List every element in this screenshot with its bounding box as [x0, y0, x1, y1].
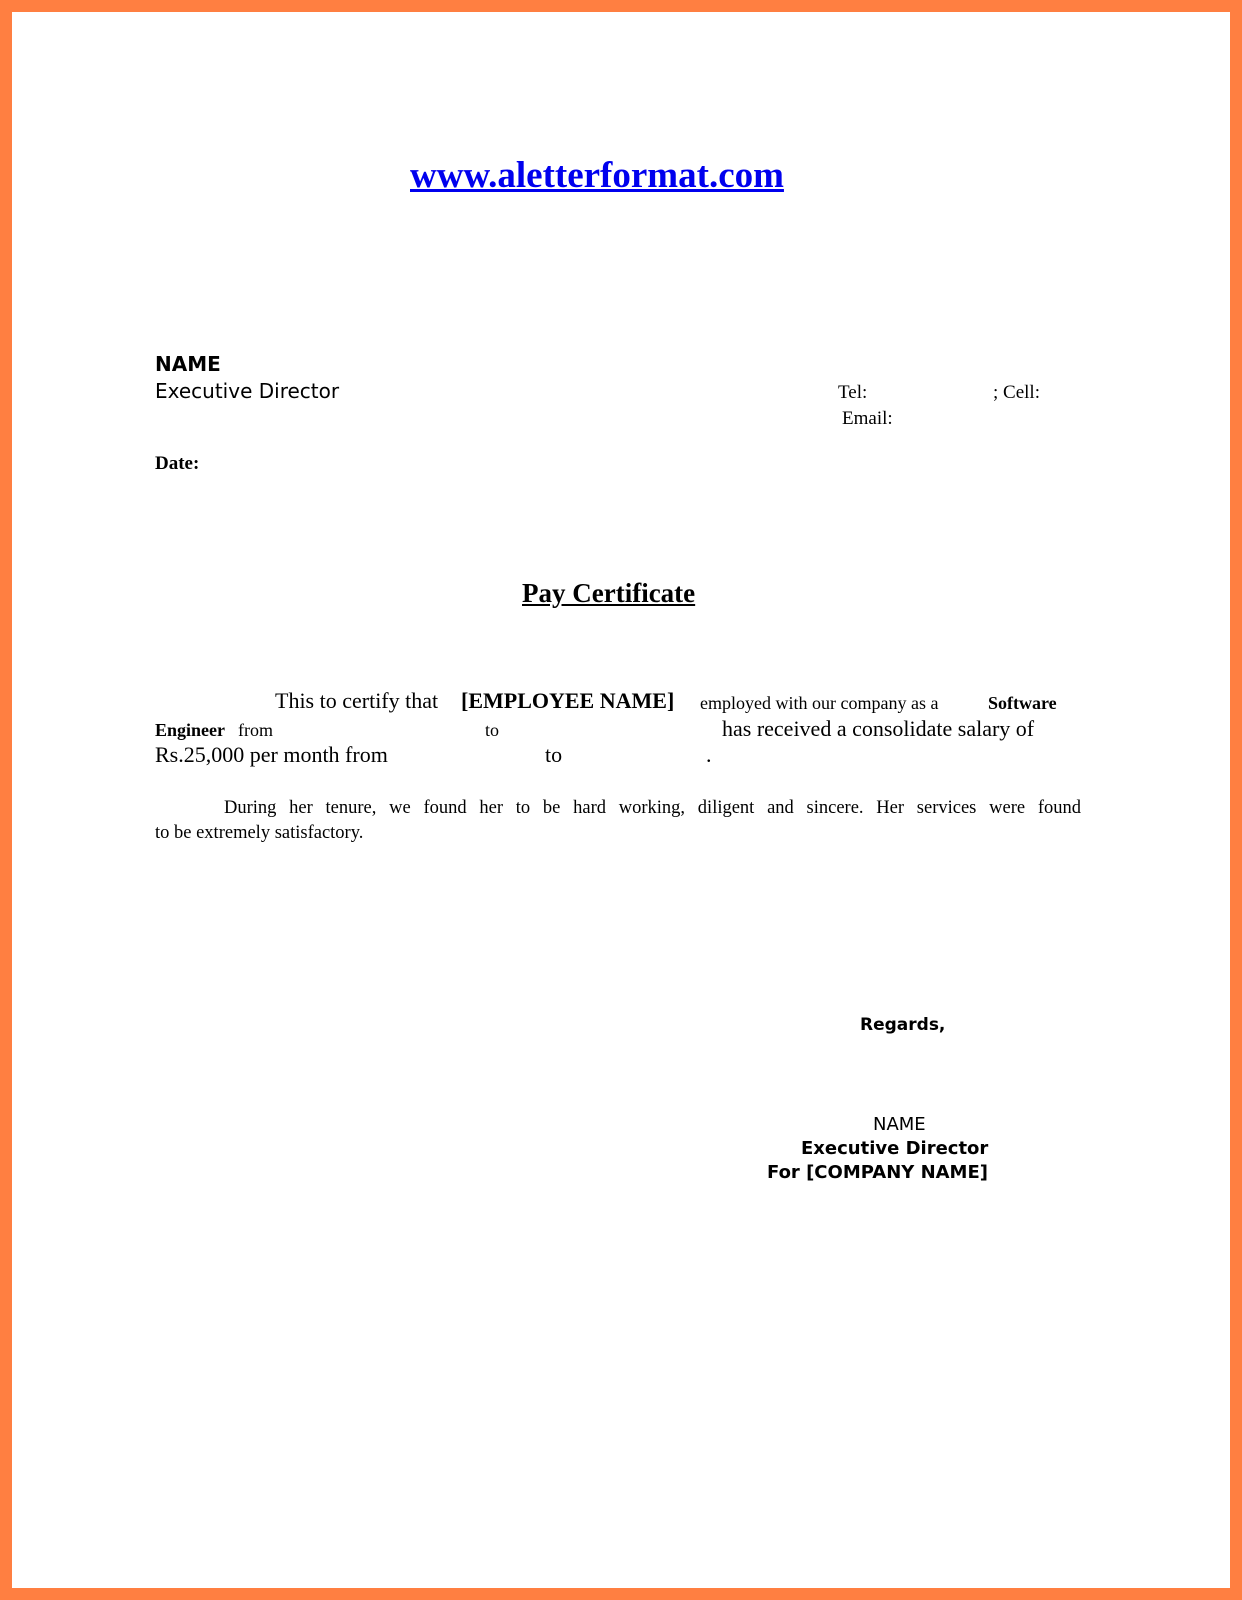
role: Software	[988, 693, 1057, 713]
sender-name: NAME	[155, 352, 221, 376]
text: to	[485, 720, 500, 740]
text: has received a consolidate salary of	[722, 716, 1035, 741]
website-link[interactable]: www.aletterformat.com	[410, 155, 784, 196]
role: Engineer	[155, 720, 225, 740]
text: from	[238, 720, 273, 740]
salary-text: Rs.25,000 per month from	[155, 742, 388, 767]
letter-page	[12, 12, 1230, 1588]
signatory-name: NAME	[873, 1114, 926, 1135]
cell-label: ; Cell:	[993, 382, 1040, 403]
text: .	[706, 742, 712, 767]
text: This to certify that	[275, 688, 439, 713]
date-label: Date:	[155, 453, 200, 474]
text: During her tenure, we found her to be hard working, diligent and sincere. Her services were found	[224, 798, 1081, 818]
email-label: Email:	[842, 408, 893, 429]
signatory-company: For [COMPANY NAME]	[767, 1162, 988, 1183]
text: to be extremely satisfactory.	[155, 823, 364, 843]
text: employed with our company as a	[700, 693, 939, 713]
closing-regards: Regards,	[860, 1015, 946, 1035]
signatory-title: Executive Director	[801, 1138, 989, 1159]
document-heading: Pay Certificate	[522, 578, 696, 608]
text: to	[545, 742, 563, 767]
sender-title: Executive Director	[155, 379, 340, 403]
employee-name: [EMPLOYEE NAME]	[461, 688, 675, 713]
tel-label: Tel:	[838, 382, 868, 403]
